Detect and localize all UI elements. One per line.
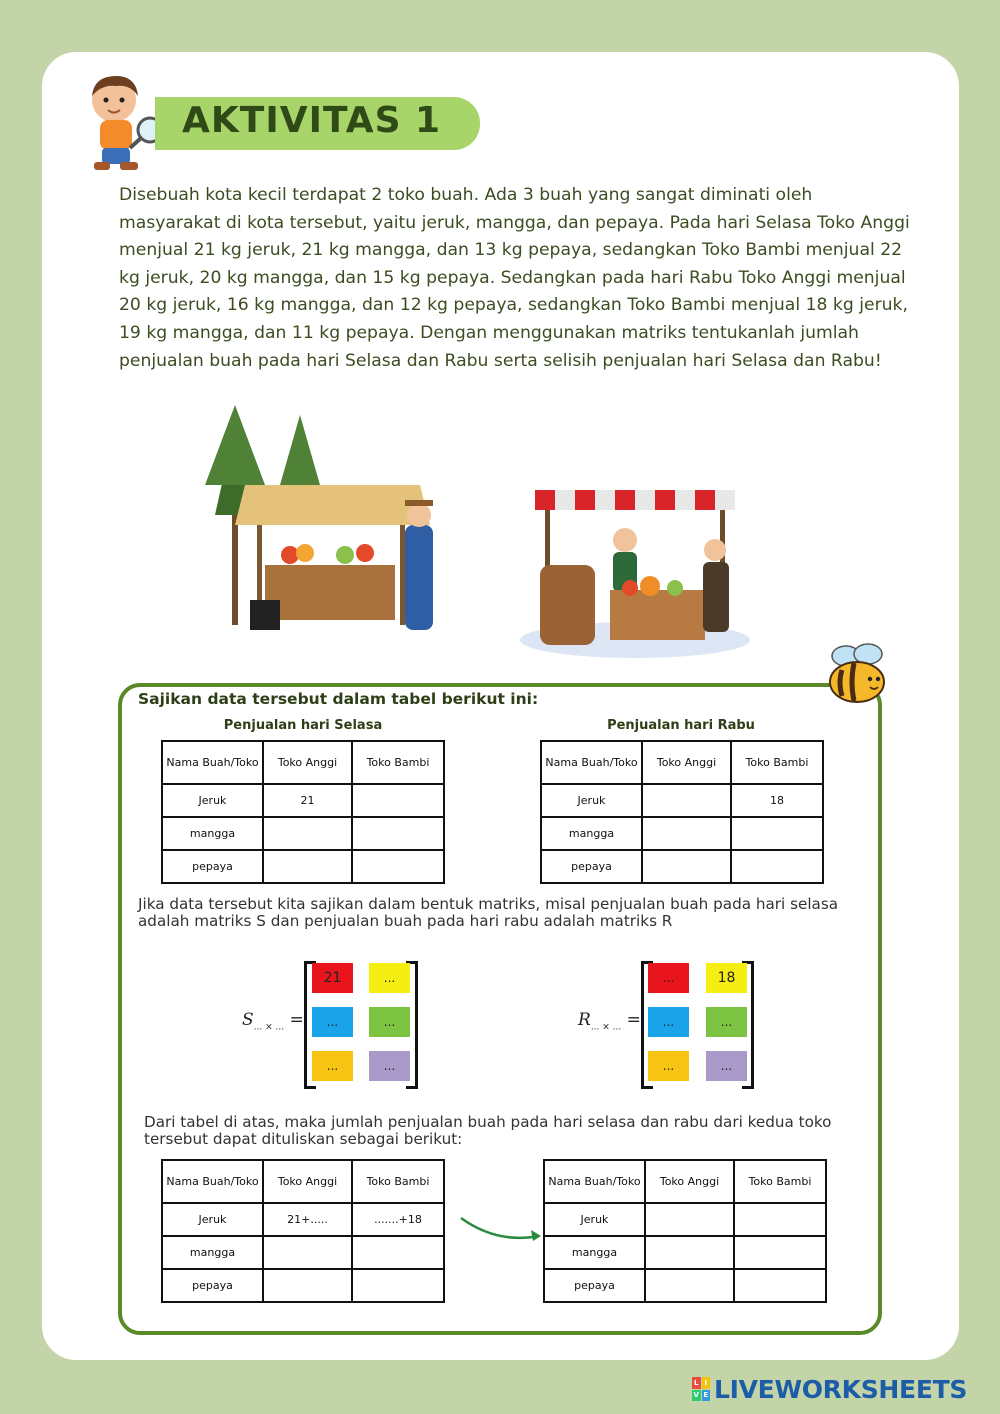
matrix-r-letter: R [578, 1010, 591, 1030]
table-cell[interactable] [263, 850, 352, 883]
brand-name: LIVEWORKSHEETS [714, 1374, 968, 1404]
table-cell[interactable] [731, 850, 823, 883]
column-header: Toko Anggi [263, 741, 352, 784]
row-label: Jeruk [541, 784, 642, 817]
table-rabu [540, 740, 824, 884]
row-label: mangga [162, 817, 263, 850]
logo-letter: I [702, 1377, 711, 1389]
logo-letter: L [692, 1377, 701, 1389]
table-cell[interactable]: 18 [731, 784, 823, 817]
row-label: mangga [544, 1236, 645, 1269]
matrix-r-cell-6[interactable]: ... [706, 1051, 747, 1081]
sum-paragraph: Dari tabel di atas, maka jumlah penjualan buah pada hari selasa dan rabu dari kedua toko tersebut dapat dituliskan sebagai berikut: [144, 1113, 832, 1148]
matrix-s-cell-4[interactable]: ... [369, 1007, 410, 1037]
boy-magnifier-illustration [72, 68, 168, 178]
table-cell[interactable] [645, 1236, 734, 1269]
table-cell[interactable] [645, 1269, 734, 1302]
column-header: Toko Bambi [731, 741, 823, 784]
row-label: pepaya [544, 1269, 645, 1302]
table-cell[interactable] [642, 784, 731, 817]
matrix-paragraph: Jika data tersebut kita sajikan dalam bentuk matriks, misal penjualan buah pada hari selasa adalah matriks S dan penjualan buah pada hari rabu adalah matriks R [138, 895, 839, 930]
table-cell[interactable] [731, 817, 823, 850]
matrix-s-order: ... × ... [253, 1022, 285, 1033]
row-label: pepaya [541, 850, 642, 883]
liveworksheets-icon [692, 1377, 710, 1401]
table-caption-selasa: Penjualan hari Selasa [223, 718, 383, 733]
intro-paragraph: Disebuah kota kecil terdapat 2 toko buah. Ada 3 buah yang sangat diminati oleh masyarakat di kota tersebut, yaitu jeruk, mangga, dan pepaya. Pada hari Selasa Toko Anggi menjual 21 kg jeruk, 21 kg mangga, dan 13 kg pepaya, sedangkan Toko Bambi menjual 22 kg jeruk, 20 kg mangga, dan 15 kg pepaya. Sedangkan pada hari Rabu Toko Anggi menjual 20 kg jeruk, 16 kg mangga, dan 12 kg pepaya, sedangkan Toko Bambi menjual 18 kg jeruk, 19 kg mangga, dan 11 kg pepaya. Dengan menggunakan matriks tentukanlah jumlah penjualan buah pada hari Selasa dan Rabu serta selisih penjualan hari Selasa dan Rabu! [119, 185, 910, 371]
matrix-r-cell-1[interactable]: ... [648, 963, 689, 993]
column-header: Toko Bambi [734, 1160, 826, 1203]
column-header: Nama Buah/Toko [544, 1160, 645, 1203]
matrix-s-cell-2[interactable]: ... [369, 963, 410, 993]
matrix-s-cell-6[interactable]: ... [369, 1051, 410, 1081]
row-label: Jeruk [162, 784, 263, 817]
column-header: Toko Anggi [263, 1160, 352, 1203]
table-cell[interactable]: 21+..... [263, 1203, 352, 1236]
table-cell[interactable] [263, 1269, 352, 1302]
bee-illustration [824, 642, 890, 704]
arrow-icon [457, 1210, 547, 1250]
matrix-r-order: ... × ... [590, 1022, 622, 1033]
column-header: Toko Bambi [352, 1160, 444, 1203]
logo-letter: V [693, 1391, 699, 1400]
table-cell[interactable] [352, 817, 444, 850]
page-title: AKTIVITAS 1 [182, 100, 442, 141]
matrix-r-cell-5[interactable]: ... [648, 1051, 689, 1081]
table-sum-left [161, 1159, 445, 1303]
column-header: Nama Buah/Toko [162, 741, 263, 784]
table-cell[interactable] [263, 1236, 352, 1269]
column-header: Toko Anggi [645, 1160, 734, 1203]
column-header: Toko Anggi [642, 741, 731, 784]
table-cell[interactable] [734, 1269, 826, 1302]
matrix-s-cell-5[interactable]: ... [312, 1051, 353, 1081]
table-caption-rabu: Penjualan hari Rabu [607, 718, 755, 733]
table-cell[interactable] [734, 1236, 826, 1269]
table-cell[interactable]: 21 [263, 784, 352, 817]
row-label: Jeruk [162, 1203, 263, 1236]
matrix-r-cell-4[interactable]: ... [706, 1007, 747, 1037]
row-label: pepaya [162, 850, 263, 883]
table-cell[interactable] [352, 1236, 444, 1269]
table-selasa [161, 740, 445, 884]
table-cell[interactable] [352, 850, 444, 883]
table-sum-right [543, 1159, 827, 1303]
table-cell[interactable] [352, 1269, 444, 1302]
row-label: mangga [162, 1236, 263, 1269]
row-label: Jeruk [544, 1203, 645, 1236]
liveworksheets-logo [692, 1372, 967, 1406]
table-cell[interactable] [352, 784, 444, 817]
table-cell[interactable] [645, 1203, 734, 1236]
table-cell[interactable] [642, 850, 731, 883]
fruit-stall-illustration [205, 405, 455, 645]
section-prompt: Sajikan data tersebut dalam tabel berikut ini: [138, 690, 539, 708]
table-cell[interactable]: .......+18 [352, 1203, 444, 1236]
column-header: Toko Bambi [352, 741, 444, 784]
table-cell[interactable] [642, 817, 731, 850]
matrix-r-cell-3[interactable]: ... [648, 1007, 689, 1037]
row-label: mangga [541, 817, 642, 850]
matrix-s-label: $S_{... \times ...}$ = [242, 1010, 304, 1033]
matrix-r-label: $R_{... \times ...}$ = [578, 1010, 641, 1033]
column-header: Nama Buah/Toko [162, 1160, 263, 1203]
matrix-s-letter: S [242, 1010, 254, 1030]
column-header: Nama Buah/Toko [541, 741, 642, 784]
matrix-s-cell-3[interactable]: ... [312, 1007, 353, 1037]
matrix-s-cell-1[interactable]: 21 [312, 963, 353, 993]
market-stall-illustration [515, 470, 755, 660]
table-cell[interactable] [734, 1203, 826, 1236]
row-label: pepaya [162, 1269, 263, 1302]
table-cell[interactable] [263, 817, 352, 850]
matrix-r-cell-2[interactable]: 18 [706, 963, 747, 993]
logo-letter: E [703, 1391, 709, 1400]
